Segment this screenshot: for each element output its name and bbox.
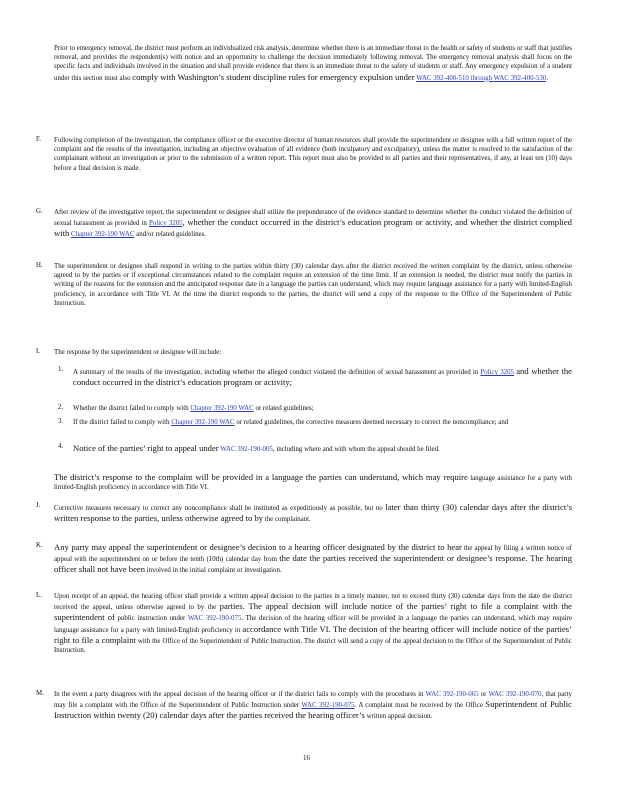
section-letter-i: I. (36, 348, 41, 355)
section-letter-m: M. (36, 690, 44, 697)
wac-link[interactable]: WAC 392-190-005 (220, 446, 273, 453)
section-letter-h: H. (36, 262, 43, 269)
page-number: 16 (303, 754, 310, 762)
list-item: If the district failed to comply with Chapter 392-190 WAC or related guidelines, the corrective measures deemed necessary to correct the noncompliance; and (73, 419, 509, 426)
intro-text-2: comply with Washington’s student discipline rules for emergency expulsion under (132, 71, 415, 82)
section-h-text: The superintendent or designee shall respond in writing to the parties within thirty (30) calendar days after the district received the written complaint by the district, unless otherwise agreed to by the parties or if exceptional circumstances related to the complaint require an extension of the time limit. If an extension is needed, the district must notify the parties in writing of the reasons for the extension and the anticipated response date in a language the parties can understand, which may require language assistance for a party with limited-English proficiency, in accordance with Title VI. At the time the district responds to the parties, the district will send a copy of the response to the Office of the Superintendent of Public Instruction. (54, 263, 572, 307)
list-item: Notice of the parties’ right to appeal under WAC 392-190-005, including where and with whom the appeal should be filed. (73, 443, 440, 453)
section-g (54, 208, 572, 240)
section-f (54, 136, 572, 173)
chapter-392-190-link[interactable]: Chapter 392-190 WAC (71, 231, 135, 239)
section-letter-k: K. (36, 542, 43, 549)
list-number: 1. (58, 366, 64, 373)
wac-link[interactable]: WAC 392-190-070 (488, 691, 542, 698)
policy-3205-link[interactable]: Policy 3205 (480, 369, 515, 376)
section-g-text-3: and/or related guidelines. (136, 231, 207, 239)
chapter-392-190-link[interactable]: Chapter 392-190 WAC (190, 405, 254, 412)
section-i-closing: The district’s response to the complaint will be provided in a language the parties can understand, which may require language assistance for a party with limited-English proficiency in accordance with Title VI. (54, 472, 572, 492)
section-k: Any party may appeal the superintendent or designee’s decision to a hearing officer designated by the district to hear the appeal by filing a written notice of appeal with the superintendent on or before the tenth (10th) calendar day from the date the parties received the superintendent or designee’s response. The hearing officer shall not have been involved in the initial complaint or investigation. (54, 542, 572, 575)
list-item: A summary of the results of the investigation, including whether the alleged conduct violated the definition of sexual harassment as provided in Policy 3205 and whether the conduct occurred in the district’s education program or activity; (73, 366, 572, 388)
wac-link[interactable]: WAC 392-190-075 (187, 615, 242, 623)
list-number: 4. (58, 443, 64, 450)
section-l: Upon receipt of an appeal, the hearing officer shall provide a written appeal decision to the parties in a timely manner, not to exceed thirty (30) calendar days from the date the district received the appeal, unless otherwise agreed to by the parties. The appeal decision will include notice of the parties’ right to file a complaint with the superintendent of public instruction under WAC 392-190-075. The decision of the hearing officer will be provided in a language the parties can understand, which may require language assistance for a party with limited-English proficiency in accordance with Title VI. The decision of the hearing officer will include notice of the parties’ right to file a complaint with the Office of the Superintendent of Public Instruction. The district will send a copy of the appeal decision to the Office of the Superintendent of Public Instruction. (54, 593, 572, 654)
list-number: 3. (58, 418, 64, 425)
wac-link[interactable]: WAC 392-400-510 through WAC 392-400-530 (416, 74, 547, 82)
wac-link[interactable]: WAC 392-190-075 (301, 702, 355, 710)
section-f-text: Following completion of the investigation, the compliance officer or the executive director of human resources shall provide the superintendent or designee with a full written report of the complaint and the results of the investigation, including an objective evaluation of all evidence (both inculpatory and exculpatory), unless the matter is resolved to the satisfaction of the complainant without an investigation or prior to the submission of a written report. This report must also be provided to all parties and their representatives, if any, at least ten (10) days before a final decision is made. (54, 137, 572, 172)
wac-link[interactable]: WAC 392-190-065 (425, 691, 479, 698)
list-item: Whether the district failed to comply with Chapter 392-190 WAC or related guidelines; (73, 405, 314, 412)
section-letter-g: G. (36, 208, 43, 215)
section-letter-j: J. (36, 502, 41, 509)
chapter-392-190-link[interactable]: Chapter 392-190 WAC (171, 419, 235, 426)
section-letter-f: F. (36, 136, 42, 143)
policy-3205-link[interactable]: Policy 3205 (149, 220, 183, 228)
section-m: In the event a party disagrees with the appeal decision of the hearing officer or if the district fails to comply with the procedures in WAC 392-190-065 or WAC 392-190-070, that party may file a complaint with the Office of the Superintendent of Public Instruction under WAC 392-190-075. A complaint must be received by the Office Superintendent of Public Instruction within twenty (20) calendar days after the parties received the hearing officer’s written appeal decision. (54, 691, 572, 721)
section-j: Corrective measures necessary to correct any noncompliance shall be instituted as expeditiously as possible, but no later than thirty (30) calendar days after the district’s written response to the parties, unless otherwise agreed to by the complainant. (54, 502, 572, 524)
list-number: 2. (58, 404, 64, 411)
section-g-text-1: After review of the investigative report, the superintendent or designee shall utilize the preponderance of the evidence standard to determine whether the conduct violated the definition of sexual harassment as provided in (54, 209, 572, 228)
section-g-text-2: , whether the conduct occurred in the district’s education program or activity, and whether the district complied with (54, 217, 572, 239)
section-i-text: The response by the superintendent or designee will include: (54, 349, 222, 356)
intro-text: Prior to emergency removal, the district must perform an individualized risk analysis, determine whether there is an immediate threat to the health or safety of students or staff that justifies removal, and provides the respondent(s) with notice and an opportunity to challenge the decision immediately following removal. The emergency removal analysis shall focus on the specific facts and individuals involved in the situation and shall provide evidence that there is an immediate threat to the safety of students or staff. Any emergency expulsion of a student under this section must also (54, 45, 572, 82)
section-h (54, 262, 572, 308)
intro-paragraph: Prior to emergency removal, the district must perform an individualized risk analysis, determine whether there is an immediate threat to the health or safety of students or staff that justifies removal, and provides the respondent(s) with notice and an opportunity to challenge the decision immediately following removal. The emergency removal analysis shall focus on the specific facts and individuals involved in the situation and shall provide evidence that there is an immediate threat to the safety of students or staff. Any emergency expulsion of a student under this section must also comply with Washington’s student discipline rules for emergency expulsion under WAC 392-400-510 through WAC 392-400-530. (54, 45, 572, 82)
section-letter-l: L. (36, 592, 42, 599)
section-i (54, 348, 572, 357)
